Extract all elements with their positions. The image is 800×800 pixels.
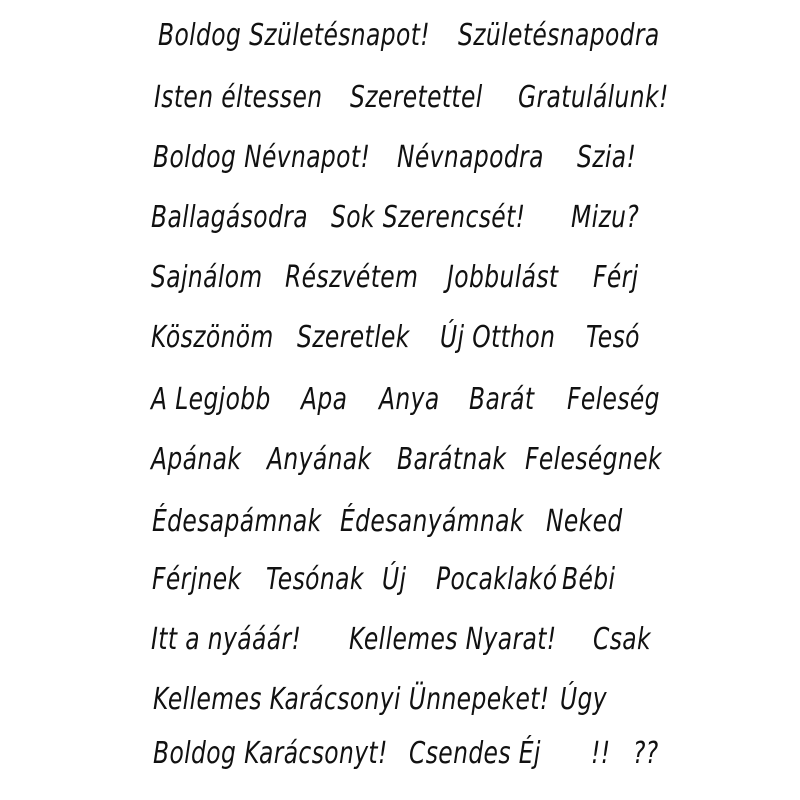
word: Névnapodra xyxy=(397,140,544,175)
word: Apa xyxy=(301,382,348,417)
row-4 xyxy=(151,200,641,244)
word: Neked xyxy=(546,504,623,539)
word: Sajnálom xyxy=(151,260,263,295)
row-11 xyxy=(151,622,653,666)
row-7 xyxy=(151,382,667,426)
word: Születésnapodra xyxy=(458,18,660,53)
row-6 xyxy=(151,320,646,364)
word: Feleségnek xyxy=(525,442,662,477)
word: Szeretlek xyxy=(297,320,410,355)
word: Ballagásodra xyxy=(151,200,308,235)
word: Úgy xyxy=(560,682,608,717)
word: Új Otthon xyxy=(440,320,556,355)
word: Édesapámnak xyxy=(152,504,322,539)
word: ?? xyxy=(633,736,659,771)
word: Boldog Karácsonyt! xyxy=(153,736,388,771)
word: Jobbulást xyxy=(447,260,559,295)
word: Barát xyxy=(469,382,535,417)
row-1 xyxy=(158,18,678,62)
word: Boldog Születésnapot! xyxy=(158,18,431,53)
word: Boldog Névnapot! xyxy=(153,140,371,175)
row-10 xyxy=(152,562,622,606)
word: Bébi xyxy=(562,562,616,597)
word: Anyának xyxy=(267,442,372,477)
word: Barátnak xyxy=(397,442,507,477)
word: Feleség xyxy=(567,382,660,417)
word: A Legjobb xyxy=(151,382,271,417)
word: Köszönöm xyxy=(151,320,274,355)
word: Új xyxy=(382,562,407,597)
word: Kellemes Nyarat! xyxy=(349,622,557,657)
word: Anya xyxy=(379,382,440,417)
word: Szia! xyxy=(577,140,637,175)
word: Tesó xyxy=(586,320,640,355)
row-13 xyxy=(153,736,673,780)
row-8 xyxy=(151,442,665,486)
word: Mizu? xyxy=(571,200,640,235)
word: Férj xyxy=(593,260,639,295)
row-9 xyxy=(152,504,636,548)
word: Pocaklakó xyxy=(436,562,558,597)
row-3 xyxy=(153,140,647,184)
word: !! xyxy=(591,736,611,771)
word: Férjnek xyxy=(152,562,242,597)
word: Édesanyámnak xyxy=(340,504,524,539)
row-5 xyxy=(151,260,643,304)
row-2 xyxy=(154,80,678,124)
word: Csak xyxy=(593,622,651,657)
word: Itt a nyááár! xyxy=(151,622,302,657)
word: Sok Szerencsét! xyxy=(331,200,526,235)
word: Apának xyxy=(151,442,242,477)
word: Isten éltessen xyxy=(154,80,323,115)
word: Gratulálunk! xyxy=(518,80,669,115)
word: Kellemes Karácsonyi Ünnepeket! xyxy=(153,682,550,717)
row-12 xyxy=(153,682,620,726)
word: Tesónak xyxy=(266,562,364,597)
word: Csendes Éj xyxy=(409,736,541,771)
word: Részvétem xyxy=(285,260,419,295)
word: Szeretettel xyxy=(350,80,483,115)
